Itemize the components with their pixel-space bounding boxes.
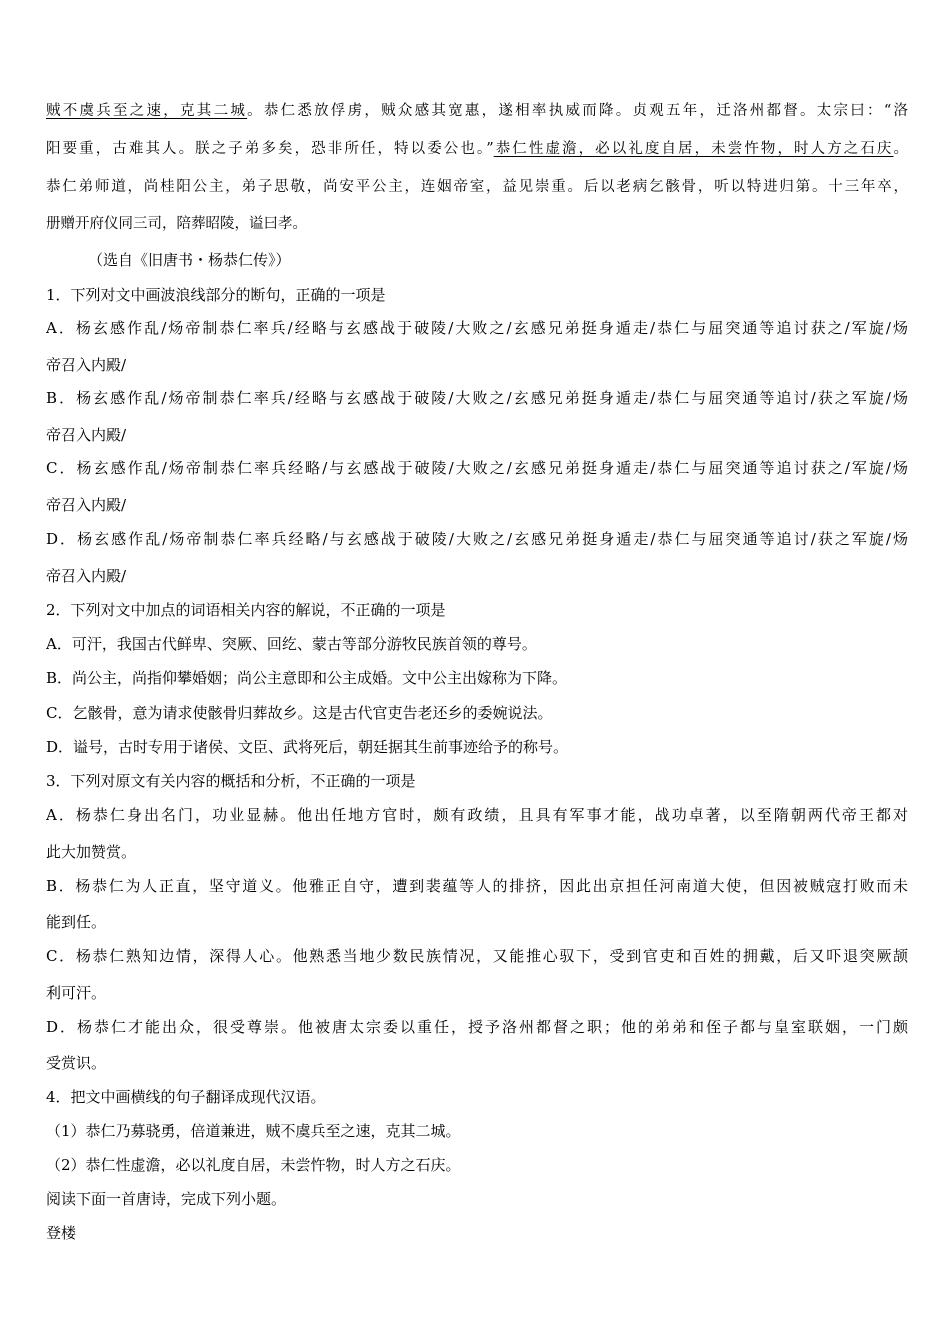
question-1-stem: 1．下列对文中画波浪线部分的断句，正确的一项是 — [46, 286, 386, 304]
passage-source: （选自《旧唐书・杨恭仁传》） — [88, 251, 291, 269]
passage-text: 阳要重，古难其人。朕之子弟多矣，恐非所任，特以委公也。” — [46, 141, 494, 157]
section-instructions: 阅读下面一首唐诗，完成下列小题。 — [46, 1190, 287, 1208]
question-1-option-d: D．杨玄感作乱/炀帝制恭仁率兵经略/与玄感战于破陵/大败之/玄感兄弟挺身遁走/恭仁与屈突通等追讨/获之军旋/炀 — [46, 530, 908, 548]
passage-line-2 — [46, 139, 908, 159]
question-4-stem: 4．把文中画横线的句子翻译成现代汉语。 — [46, 1088, 326, 1106]
question-3-option-a-cont: 此大加赞赏。 — [46, 843, 137, 861]
question-1-option-a-cont: 帝召入内殿/ — [46, 356, 127, 374]
underlined-sentence-2: 恭仁性虚澹，必以礼度自居，未尝忤物，时人方之石庆 — [493, 141, 894, 157]
question-3-stem: 3．下列对原文有关内容的概括和分析，不正确的一项是 — [46, 772, 416, 790]
question-1-option-b-cont: 帝召入内殿/ — [46, 426, 127, 444]
passage-text: 。 — [893, 141, 908, 157]
question-3-option-a: A．杨恭仁身出名门，功业显赫。他出任地方官时，颇有政绩，且具有军事才能，战功卓著，以至隋朝两代帝王都对 — [46, 806, 908, 824]
question-3-option-b-cont: 能到任。 — [46, 913, 107, 931]
poem-title: 登楼 — [46, 1224, 77, 1242]
question-4-sentence-2: （2）恭仁性虚澹，必以礼度自居，未尝忤物，时人方之石庆。 — [46, 1156, 461, 1174]
question-2-stem: 2．下列对文中加点的词语相关内容的解说，不正确的一项是 — [46, 601, 446, 619]
underlined-sentence-1: 贼不虞兵至之速，克其二城 — [46, 103, 248, 119]
question-2-option-c: C．乞骸骨，意为请求使骸骨归葬故乡。这是古代官吏告老还乡的委婉说法。 — [46, 704, 553, 722]
question-2-option-d: D．谥号，古时专用于诸侯、文臣、武将死后，朝廷据其生前事迹给予的称号。 — [46, 738, 569, 756]
question-1-option-b: B．杨玄感作乱/炀帝制恭仁率兵/经略与玄感战于破陵/大败之/玄感兄弟挺身遁走/恭仁与屈突通等追讨/获之军旋/炀 — [46, 389, 908, 407]
question-2-option-a: A．可汗，我国古代鲜卑、突厥、回纥、蒙古等部分游牧民族首领的尊号。 — [46, 635, 537, 653]
question-3-option-d-cont: 受赏识。 — [46, 1054, 107, 1072]
question-3-option-c-cont: 利可汗。 — [46, 984, 107, 1002]
passage-line-1 — [46, 101, 908, 121]
question-3-option-d: D．杨恭仁才能出众，很受尊崇。他被唐太宗委以重任，授予洛州都督之职；他的弟弟和侄子都与皇室联姻，一门颇 — [46, 1018, 908, 1036]
question-1-option-d-cont: 帝召入内殿/ — [46, 567, 127, 585]
question-1-option-c-cont: 帝召入内殿/ — [46, 496, 127, 514]
question-4-sentence-1: （1）恭仁乃募骁勇，倍道兼进，贼不虞兵至之速，克其二城。 — [46, 1122, 461, 1140]
question-1-option-c: C．杨玄感作乱/炀帝制恭仁率兵经略/与玄感战于破陵/大败之/玄感兄弟挺身遁走/恭仁与屈突通等追讨获之/军旋/炀 — [46, 459, 908, 477]
question-3-option-b: B．杨恭仁为人正直，坚守道义。他雅正自守，遭到裴蕴等人的排挤，因此出京担任河南道大使，但因被贼寇打败而未 — [46, 877, 908, 895]
passage-text: 。恭仁悉放俘虏，贼众感其宽惠，遂相率执威而降。贞观五年，迁洛州都督。太宗曰：“洛 — [247, 103, 908, 119]
passage-line-3: 恭仁弟师道，尚桂阳公主，弟子思敬，尚安平公主，连姻帝室，益见崇重。后以老病乞骸骨，听以特进归第。十三年卒， — [46, 179, 908, 195]
question-1-option-a: A．杨玄感作乱/炀帝制恭仁率兵/经略与玄感战于破陵/大败之/玄感兄弟挺身遁走/恭仁与屈突通等追讨获之/军旋/炀 — [46, 319, 908, 337]
passage-line-4: 册赠开府仪同三司，陪葬昭陵，谥曰孝。 — [46, 216, 307, 232]
question-3-option-c: C．杨恭仁熟知边情，深得人心。他熟悉当地少数民族情况，又能推心驭下，受到官吏和百姓的拥戴，后又吓退突厥颉 — [46, 947, 908, 965]
question-2-option-b: B．尚公主，尚指仰攀婚姻；尚公主意即和公主成婚。文中公主出嫁称为下降。 — [46, 669, 568, 687]
